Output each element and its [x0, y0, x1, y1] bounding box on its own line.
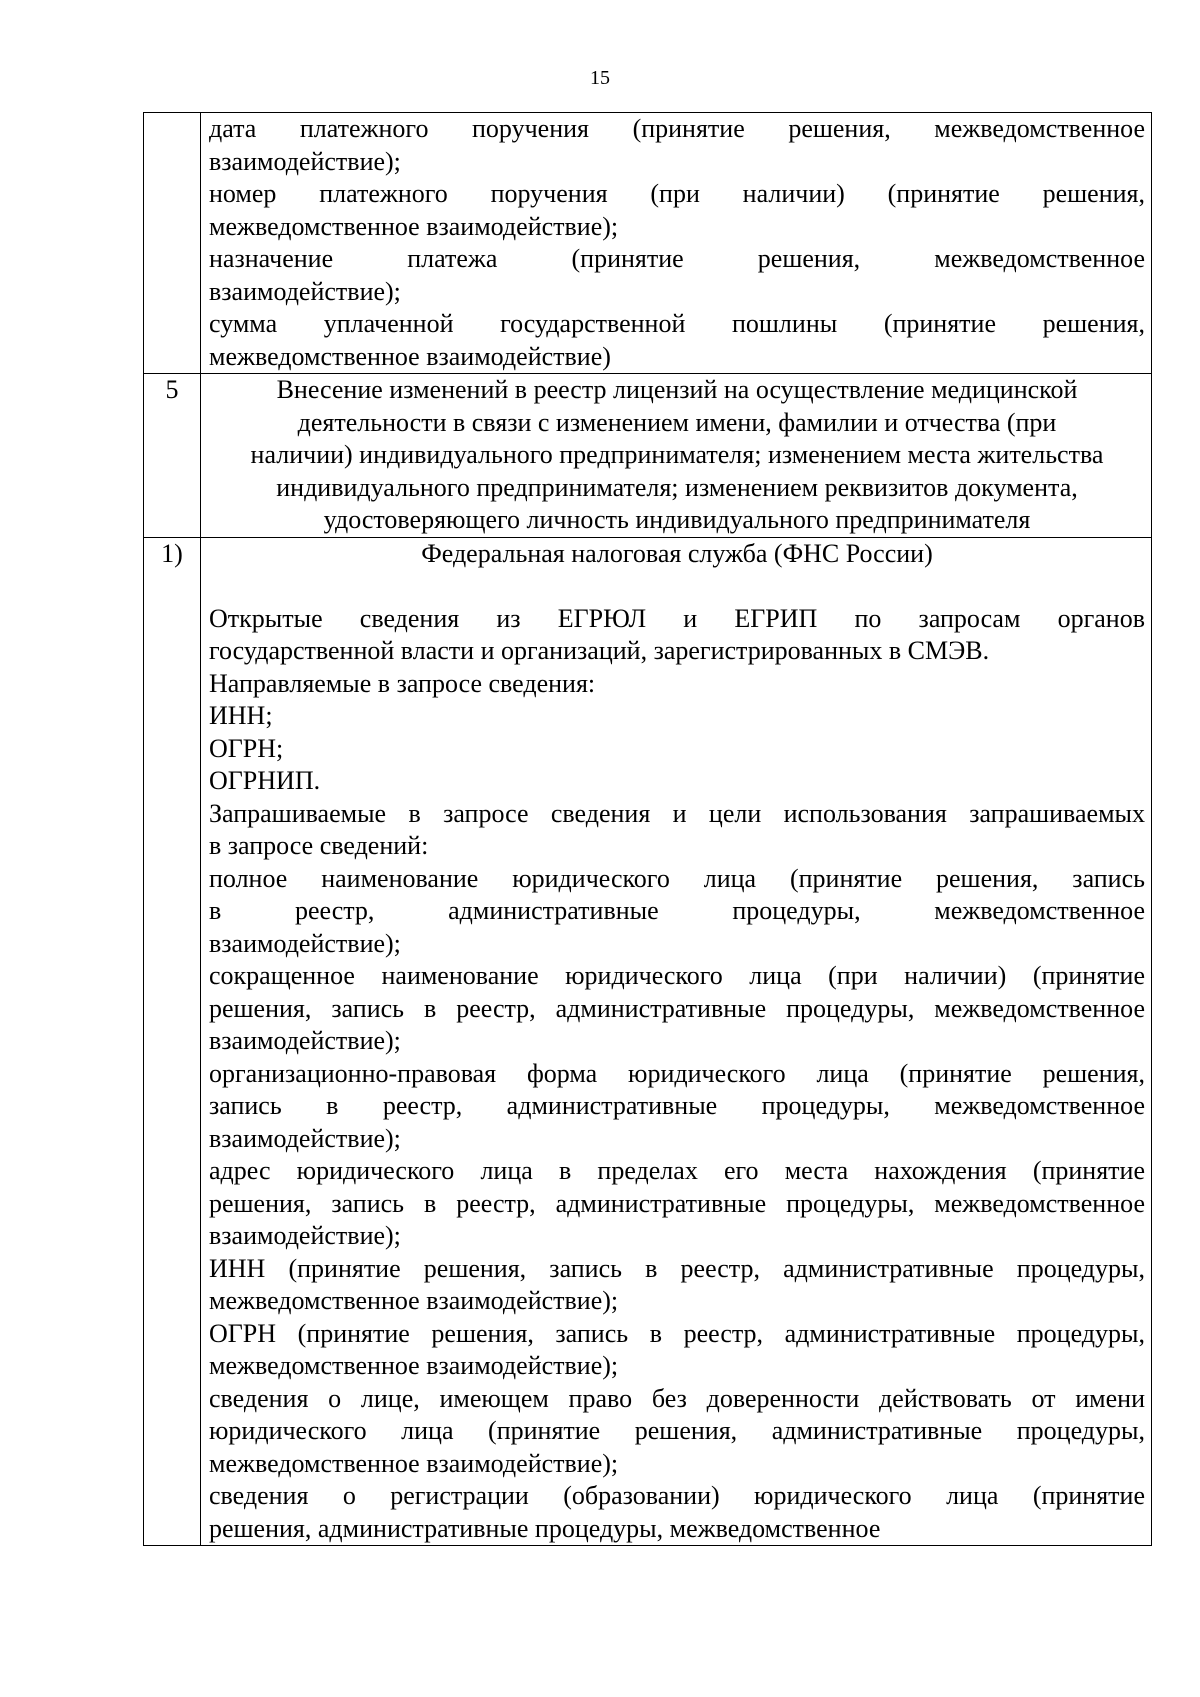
paragraph-line: номер платежного поручения (при наличии) (принятие решения, — [209, 179, 1145, 208]
table-row — [144, 113, 1152, 374]
paragraph-line: ИНН (принятие решения, запись в реестр, административные процедуры, — [209, 1253, 1145, 1283]
section-heading-line: удостоверяющего личность индивидуального предпринимателя — [323, 505, 1031, 534]
paragraph-line: сокращенное наименование юридического лица (при наличии) (принятие — [209, 961, 1145, 990]
section-heading-cell — [201, 374, 1152, 538]
row-number-cell: 5 — [144, 374, 201, 538]
paragraph-line: решения, запись в реестр, административные процедуры, межведомственное — [209, 1188, 1145, 1218]
paragraph-line: сумма уплаченной государственной пошлины (принятие решения, — [209, 309, 1145, 338]
row-number-cell — [144, 113, 201, 374]
document-table — [143, 112, 1152, 1546]
agency-title: Федеральная налоговая служба (ФНС России) — [421, 538, 933, 568]
paragraph-line: ОГРН (принятие решения, запись в реестр, административные процедуры, — [209, 1318, 1145, 1348]
paragraph-line: взаимодействие); — [209, 1221, 401, 1250]
row-content-cell — [201, 113, 1152, 374]
paragraph-line: взаимодействие); — [209, 928, 401, 958]
paragraph-line: ОГРНИП. — [209, 766, 321, 795]
section-heading-line: деятельности в связи с изменением имени, фамилии и отчества (при — [297, 407, 1057, 437]
paragraph-line: юридического лица (принятие решения, административные процедуры, — [209, 1416, 1145, 1445]
paragraph-line: взаимодействие); — [209, 276, 401, 306]
section-heading-line: наличии) индивидуального предпринимателя; изменением места жительства — [250, 440, 1104, 469]
paragraph-line: сведения о лице, имеющем право без доверенности действовать от имени — [209, 1383, 1145, 1413]
paragraph-line: в реестр, административные процедуры, межведомственное — [209, 896, 1145, 925]
paragraph-line: запись в реестр, административные процедуры, межведомственное — [209, 1091, 1145, 1120]
paragraph-line: решения, запись в реестр, административные процедуры, межведомственное — [209, 993, 1145, 1023]
paragraph-line: государственной власти и организаций, зарегистрированных в СМЭВ. — [209, 636, 990, 665]
paragraph-line: Запрашиваемые в запросе сведения и цели использования запрашиваемых — [209, 798, 1145, 828]
paragraph-line: взаимодействие); — [209, 1123, 401, 1153]
paragraph-line: в запросе сведений: — [209, 831, 429, 860]
paragraph-line: адрес юридического лица в пределах его места нахождения (принятие — [209, 1156, 1145, 1185]
paragraph-line: взаимодействие); — [209, 1026, 401, 1055]
paragraph-line: решения, административные процедуры, межведомственное — [209, 1513, 881, 1543]
paragraph-line: межведомственное взаимодействие); — [209, 1286, 619, 1315]
paragraph-line: межведомственное взаимодействие); — [209, 211, 619, 241]
section-heading-line: индивидуального предпринимателя; изменением реквизитов документа, — [276, 472, 1078, 502]
paragraph-line: назначение платежа (принятие решения, межведомственное — [209, 244, 1145, 273]
paragraph-line: полное наименование юридического лица (принятие решения, запись — [209, 863, 1145, 893]
paragraph-line: межведомственное взаимодействие) — [209, 341, 611, 371]
table-row — [144, 537, 1152, 1546]
section-heading-line: Внесение изменений в реестр лицензий на осуществление медицинской — [276, 375, 1078, 404]
paragraph-line: организационно-правовая форма юридического лица (принятие решения, — [209, 1058, 1145, 1088]
blank-line — [209, 570, 1145, 603]
table-row — [144, 374, 1152, 538]
row-content-cell — [201, 537, 1152, 1546]
paragraph-line: сведения о регистрации (образовании) юридического лица (принятие — [209, 1481, 1145, 1510]
row-number-cell: 1) — [144, 537, 201, 1546]
paragraph-line: межведомственное взаимодействие); — [209, 1448, 619, 1478]
page-number: 15 — [590, 67, 610, 89]
paragraph-line: ОГРН; — [209, 733, 284, 763]
paragraph-line: Открытые сведения из ЕГРЮЛ и ЕГРИП по запросам органов — [209, 603, 1145, 633]
paragraph-line: взаимодействие); — [209, 146, 401, 176]
paragraph-line: межведомственное взаимодействие); — [209, 1351, 619, 1380]
paragraph-line: ИНН; — [209, 701, 273, 730]
paragraph-line: Направляемые в запросе сведения: — [209, 668, 596, 698]
paragraph-line: дата платежного поручения (принятие решения, межведомственное — [209, 114, 1145, 143]
